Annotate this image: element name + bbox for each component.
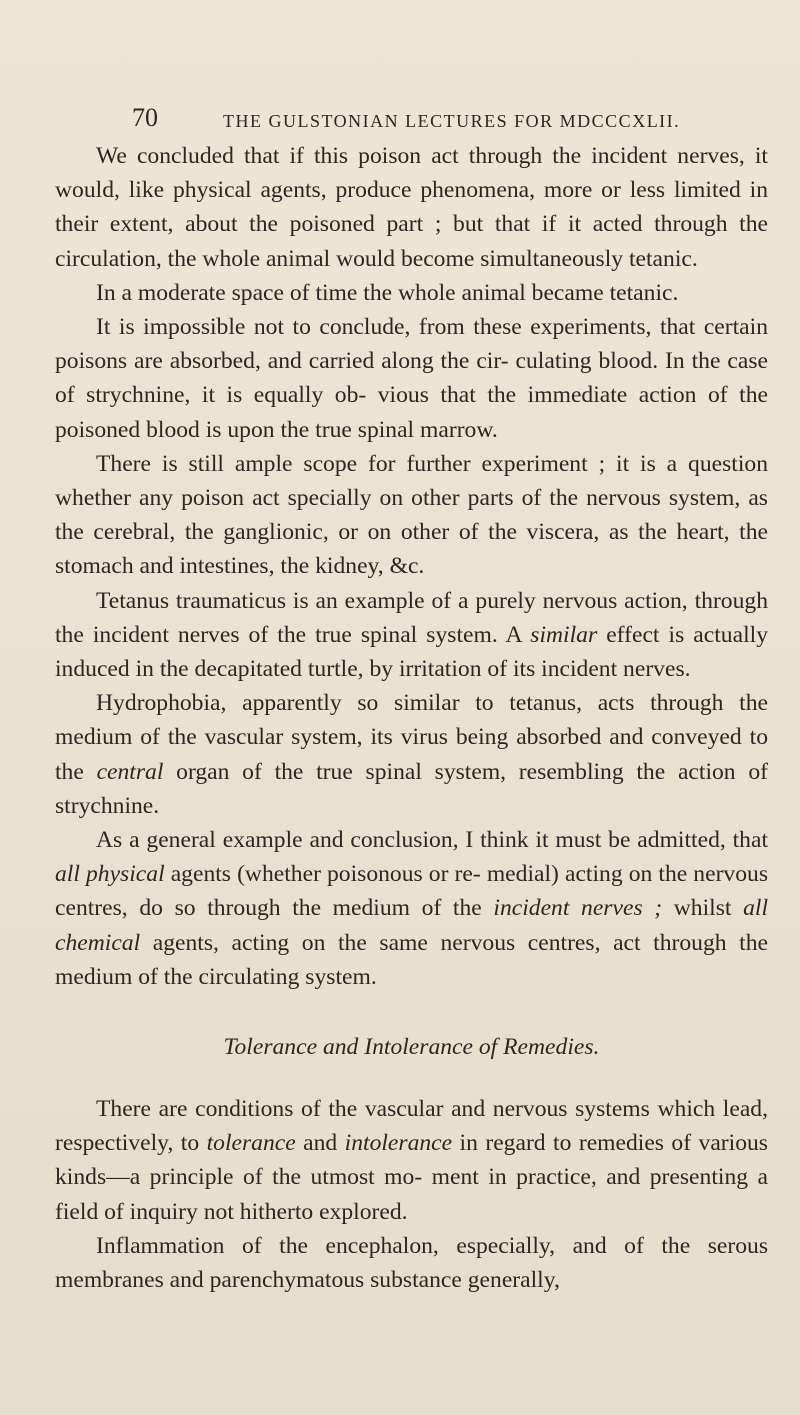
paragraph-text-part: in regard to remedies of various kinds—a principle of the utmost mo- ment in practice, and presenting a field of inquiry not hitherto explored. [55,1130,768,1225]
paragraph-tetanus-traumaticus [55,584,768,687]
italic-all-physical: all physical [55,861,165,888]
paragraph-text: There is still ample scope for further experiment ; it is a question whether any poison act specially on other parts of the nervous system, as the cerebral, the ganglionic, or on other of the viscera, as the heart, the stomach and intestines, the kidney, &c. [55,450,768,580]
paragraph-poison-incident-nerves [55,139,768,276]
paragraph-text-part: Hydrophobia, apparently so similar to tetanus, acts through the medium of the vascular system, its virus being absorbed and conveyed to the [55,690,768,785]
paragraph-text-part: agents, acting on the same nervous centres, act through the medium of the circulating system. [55,929,768,990]
paragraph-text: Inflammation of the encephalon, especially, and of the serous membranes and parenchymatous substance generally, [55,1232,768,1294]
page-header [132,98,772,134]
paragraph-text-part: There are conditions of the vascular and nervous systems which lead, respectively, to [55,1096,768,1157]
italic-all-chemical: all chemical [55,895,769,956]
paragraph-text-part: agents (whether poisonous or re- medial) acting on the nervous centres, do so through the medium of the [55,861,768,922]
paragraph-further-experiment [55,447,768,584]
paragraph-text: In a moderate space of time the whole animal became tetanic. [96,279,679,306]
italic-central: central [96,758,164,785]
italic-tolerance: tolerance [206,1130,296,1157]
page-number: 70 [132,103,158,132]
running-head: THE GULSTONIAN LECTURES FOR MDCCCXLII. [223,111,681,131]
paragraph-text-part: effect is actually induced in the decapitated turtle, by irritation of its incident nerves. [55,621,768,683]
italic-similar: similar [530,621,598,648]
paragraph-text-part: Tetanus traumaticus is an example of a purely nervous action, through the incident nerves of the true spinal system. A [55,587,768,648]
paragraph-text-part: As a general example and conclusion, I think it must be admitted, that [96,827,768,854]
paragraph-hydrophobia [55,686,768,823]
paragraph-text: It is impossible not to conclude, from these experiments, that certain poisons are absorbed, and carried along the cir- culating blood. In the case of strychnine, it is equally ob- vious that the immediate action of the poisoned blood is upon the true spinal marrow. [55,314,768,443]
paragraph-general-conclusion [55,823,768,994]
paragraph-text-part: organ of the true spinal system, resembling the action of strychnine. [55,758,768,819]
paragraph-text-part: and [295,1130,345,1157]
section-heading: Tolerance and Intolerance of Remedies. [223,1034,600,1061]
paragraph-text-part: whilst [662,895,744,922]
paragraph-poisons-absorbed [55,310,768,447]
paragraph-whole-animal-tetanic [55,276,768,310]
paragraph-inflammation [55,1229,768,1297]
italic-incident-nerves: incident nerves ; [493,895,663,922]
paragraph-tolerance-intolerance [55,1092,768,1229]
paragraph-text: We concluded that if this poison act through the incident nerves, it would, like physical agents, produce phenomena, more or less limited in their extent, about the poisoned part ; but that if it acted through the circulation, the whole animal would become simultaneously tetanic. [55,143,768,272]
italic-intolerance: intolerance [344,1130,453,1157]
body-text [55,139,768,1297]
